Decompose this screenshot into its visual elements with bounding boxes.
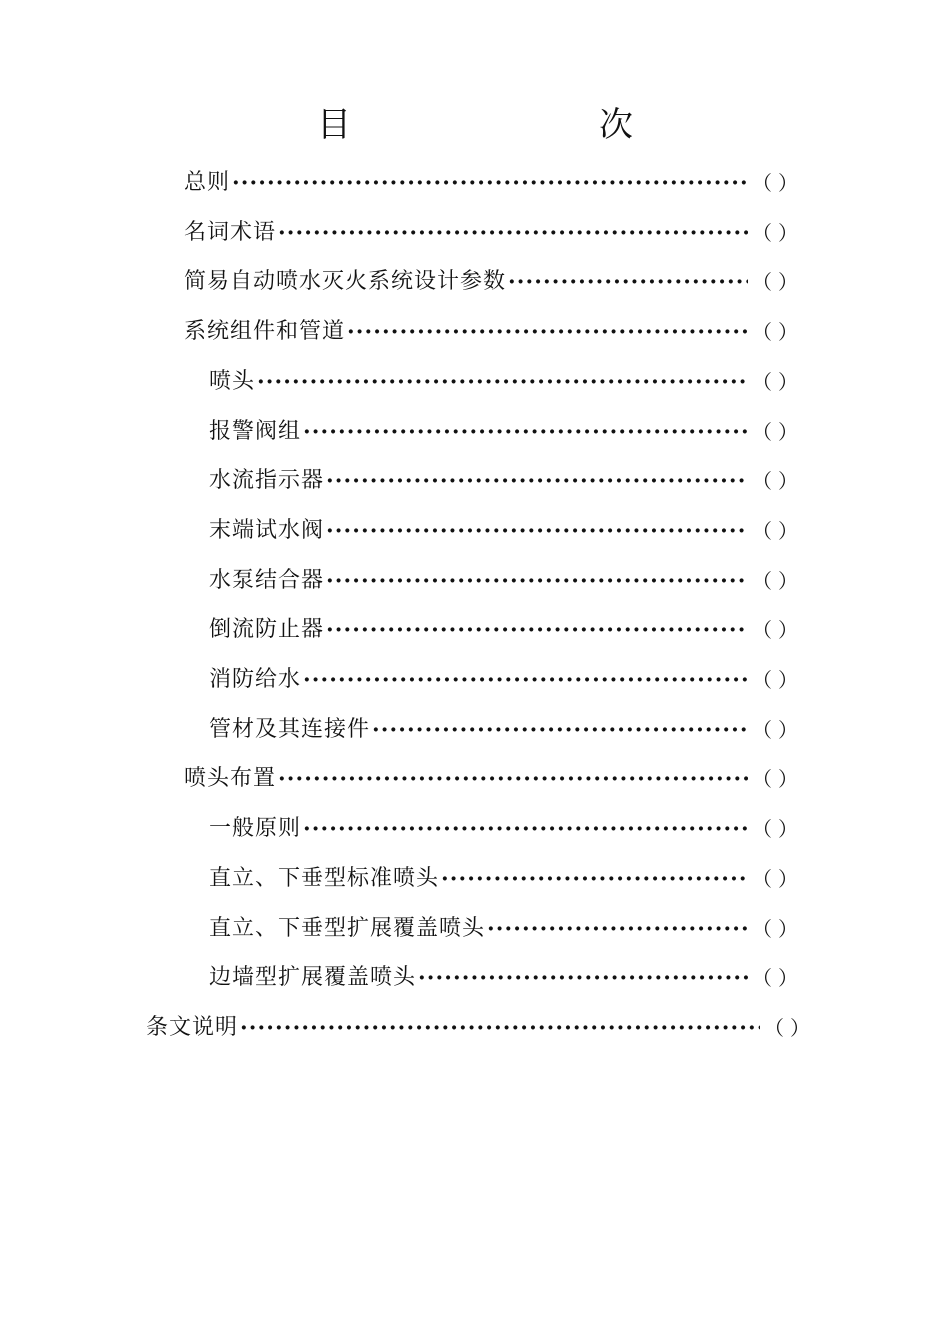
toc-entry[interactable] (209, 962, 798, 994)
page-number-placeholder (752, 565, 798, 597)
paren-open: （ (752, 569, 772, 593)
page-number-placeholder (752, 813, 798, 845)
toc-entry[interactable] (209, 366, 798, 398)
paren-close: ） (778, 469, 798, 493)
paren-close: ） (790, 1016, 810, 1040)
paren-close: ） (778, 668, 798, 692)
dot-leader (326, 614, 748, 646)
toc-entry[interactable] (209, 465, 798, 497)
paren-open: （ (752, 469, 772, 493)
toc-entry[interactable] (209, 515, 798, 547)
paren-close: ） (778, 767, 798, 791)
toc-entry[interactable] (209, 416, 798, 448)
paren-close: ） (778, 370, 798, 394)
dot-leader (487, 913, 748, 945)
dot-leader (278, 763, 748, 795)
toc-entry-label: 末端试水阀 (209, 518, 325, 543)
dot-leader (347, 316, 748, 348)
paren-open: （ (752, 817, 772, 841)
dot-leader (303, 416, 748, 448)
dot-leader (372, 714, 748, 746)
toc-entry-label: 总则 (184, 170, 231, 195)
toc-entry[interactable] (184, 266, 798, 298)
toc-entry-label: 一般原则 (209, 816, 302, 841)
paren-close: ） (778, 817, 798, 841)
toc-entry-label: 水流指示器 (209, 468, 325, 493)
paren-close: ） (778, 867, 798, 891)
page-number-placeholder (752, 266, 798, 298)
toc-entry[interactable] (209, 813, 798, 845)
paren-close: ） (778, 420, 798, 444)
toc-entry-label: 系统组件和管道 (184, 319, 346, 344)
toc-entry[interactable] (209, 714, 798, 746)
toc-entry-label: 名词术语 (184, 220, 277, 245)
paren-open: （ (752, 221, 772, 245)
page-number-placeholder (752, 714, 798, 746)
page-number-placeholder (752, 664, 798, 696)
page-number-placeholder (752, 515, 798, 547)
paren-close: ） (778, 270, 798, 294)
toc-entry[interactable] (209, 913, 798, 945)
paren-close: ） (778, 320, 798, 344)
toc-entry[interactable] (184, 167, 798, 199)
page-number-placeholder (752, 366, 798, 398)
dot-leader (326, 565, 748, 597)
dot-leader (303, 813, 748, 845)
dot-leader (303, 664, 748, 696)
page-number-placeholder (752, 962, 798, 994)
toc-entry-label: 倒流防止器 (209, 617, 325, 642)
paren-close: ） (778, 569, 798, 593)
toc-entry[interactable] (146, 1012, 810, 1044)
dot-leader (257, 366, 748, 398)
toc-entry-label: 边墙型扩展覆盖喷头 (209, 965, 417, 990)
dot-leader (326, 465, 748, 497)
toc-entry[interactable] (209, 664, 798, 696)
paren-close: ） (778, 618, 798, 642)
paren-close: ） (778, 171, 798, 195)
dot-leader (278, 217, 748, 249)
toc-entry-label: 管材及其连接件 (209, 717, 371, 742)
paren-close: ） (778, 917, 798, 941)
paren-open: （ (752, 519, 772, 543)
toc-entry-label: 喷头布置 (184, 766, 277, 791)
toc-entry-label: 简易自动喷水灭火系统设计参数 (184, 269, 507, 294)
paren-open: （ (752, 718, 772, 742)
paren-open: （ (752, 171, 772, 195)
toc-entry-label: 报警阀组 (209, 419, 302, 444)
paren-open: （ (752, 966, 772, 990)
dot-leader (508, 266, 748, 298)
paren-open: （ (764, 1016, 784, 1040)
toc-entry[interactable] (209, 565, 798, 597)
paren-open: （ (752, 270, 772, 294)
toc-entry-label: 水泵结合器 (209, 568, 325, 593)
toc-entry[interactable] (184, 217, 798, 249)
dot-leader (240, 1012, 760, 1044)
dot-leader (326, 515, 748, 547)
page-number-placeholder (752, 863, 798, 895)
dot-leader (232, 167, 748, 199)
page-number-placeholder (752, 913, 798, 945)
paren-open: （ (752, 320, 772, 344)
paren-close: ） (778, 519, 798, 543)
paren-open: （ (752, 867, 772, 891)
page-number-placeholder (752, 316, 798, 348)
dot-leader (441, 863, 748, 895)
toc-entry[interactable] (209, 863, 798, 895)
page-number-placeholder (752, 217, 798, 249)
toc-entry-label: 喷头 (209, 369, 256, 394)
paren-close: ） (778, 221, 798, 245)
paren-open: （ (752, 917, 772, 941)
toc-entry[interactable] (184, 316, 798, 348)
toc-entry[interactable] (184, 763, 798, 795)
page-number-placeholder (752, 763, 798, 795)
page-number-placeholder (752, 465, 798, 497)
page-number-placeholder (764, 1012, 810, 1044)
toc-entry-label: 消防给水 (209, 667, 302, 692)
paren-close: ） (778, 718, 798, 742)
dot-leader (418, 962, 748, 994)
toc-entry-label: 直立、下垂型标准喷头 (209, 866, 440, 891)
paren-open: （ (752, 767, 772, 791)
toc-entry-label: 直立、下垂型扩展覆盖喷头 (209, 916, 486, 941)
toc-entry[interactable] (209, 614, 798, 646)
paren-close: ） (778, 966, 798, 990)
page-number-placeholder (752, 614, 798, 646)
page-number-placeholder (752, 167, 798, 199)
paren-open: （ (752, 420, 772, 444)
page-title: 目 次 (317, 105, 693, 145)
paren-open: （ (752, 618, 772, 642)
page-number-placeholder (752, 416, 798, 448)
paren-open: （ (752, 668, 772, 692)
toc-entry-label: 条文说明 (146, 1015, 239, 1040)
paren-open: （ (752, 370, 772, 394)
